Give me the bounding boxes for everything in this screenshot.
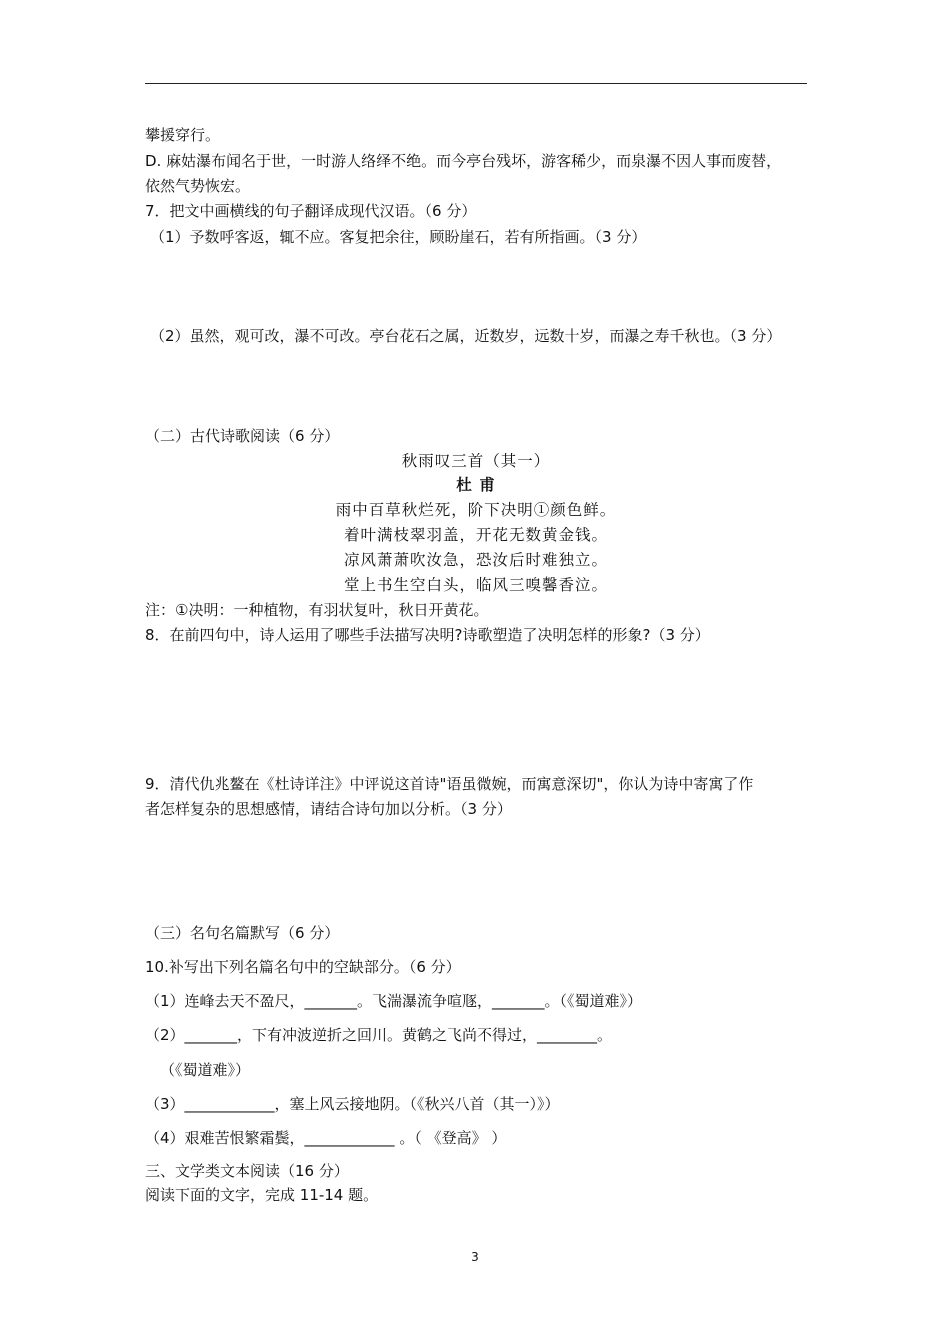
option-d-line-1: D. 麻姑瀑布闻名于世，一时游人络绎不绝。而今亭台残坏，游客稀少，而泉瀑不因人事而废替，: [145, 152, 782, 170]
section-three-heading: 三、文学类文本阅读（16 分）: [145, 1162, 349, 1180]
question-10: 10.补写出下列名篇名句中的空缺部分。（6 分）: [145, 958, 461, 976]
poem-line-2: 着叶满枝翠羽盖，开花无数黄金钱。: [343, 526, 608, 544]
question-10-item-4: （4）艰难苦恨繁霜鬓，____________ 。（ 《登高》 ）: [145, 1129, 507, 1147]
question-10-item-3: （3）____________，塞上风云接地阴。（《秋兴八首（其一）》）: [145, 1095, 560, 1113]
poem-note: 注：①决明：一种植物，有羽状复叶，秋日开黄花。: [145, 601, 489, 619]
question-7-part-2: （2）虽然，观可改，瀑不可改。亭台花石之属，近数岁，远数十岁，而瀑之寿千秋也。（3 分）: [150, 327, 782, 345]
poem-line-1: 雨中百草秋烂死，阶下决明①颜色鲜。: [335, 501, 617, 519]
question-9-line-2: 者怎样复杂的思想感情，请结合诗句加以分析。（3 分）: [145, 800, 512, 818]
poem-title: 秋雨叹三首（其一）: [401, 452, 551, 470]
question-10-item-2: （2）_______，下有冲波逆折之回川。黄鹤之飞尚不得过，________。: [145, 1026, 613, 1044]
question-10-item-2-source: （《蜀道难》）: [160, 1061, 251, 1079]
header-rule: [145, 83, 807, 84]
poem-line-3: 凉风萧萧吹汝急，恐汝后时难独立。: [343, 551, 608, 569]
question-7: 7．把文中画横线的句子翻译成现代汉语。（6 分）: [145, 202, 477, 220]
option-c-continued: 攀援穿行。: [145, 126, 221, 144]
page-number: 3: [471, 1250, 479, 1264]
question-8: 8．在前四句中，诗人运用了哪些手法描写决明?诗歌塑造了决明怎样的形象?（3 分）: [145, 626, 710, 644]
question-9-line-1: 9．清代仇兆鳌在《杜诗详注》中评说这首诗"语虽微婉，而寓意深切"，你认为诗中寄寓了作: [145, 775, 754, 793]
section-recitation-heading: （三）名句名篇默写（6 分）: [145, 924, 340, 942]
poem-line-4: 堂上书生空白头，临风三嗅馨香泣。: [343, 576, 608, 594]
section-poetry-heading: （二）古代诗歌阅读（6 分）: [145, 427, 340, 445]
question-10-item-1: （1）连峰去天不盈尺，_______。飞湍瀑流争喧豗，_______。（《蜀道难》）: [145, 992, 643, 1010]
question-7-part-1: （1）予数呼客返，辄不应。客复把余往，顾盼崖石，若有所指画。（3 分）: [150, 228, 647, 246]
section-three-instruction: 阅读下面的文字，完成 11-14 题。: [145, 1186, 379, 1204]
poem-author: 杜 甫: [456, 475, 496, 494]
option-d-line-2: 依然气势恢宏。: [145, 177, 251, 195]
